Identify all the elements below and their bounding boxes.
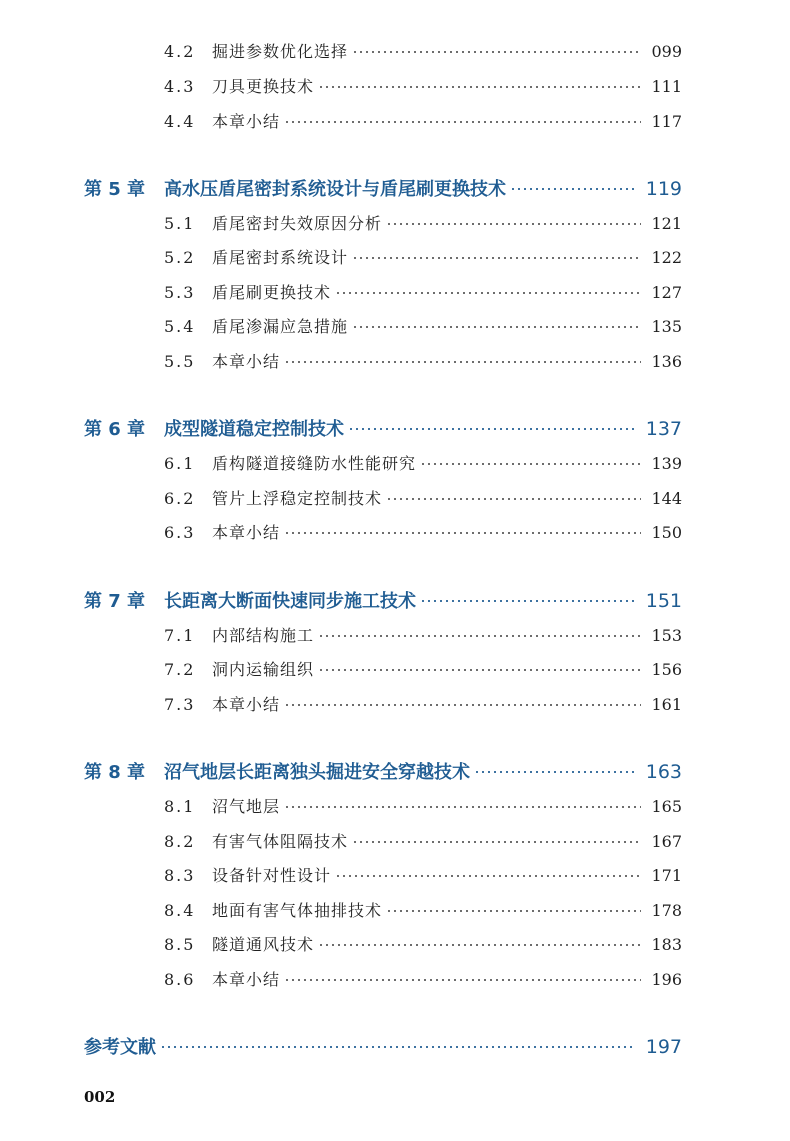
section-number: 6.2: [164, 489, 196, 508]
section-number: 5.3: [164, 283, 196, 302]
chapter-title: 长距离大断面快速同步施工技术: [164, 591, 416, 612]
page-number: 163: [645, 761, 682, 783]
section-title: 刀具更换技术: [212, 77, 315, 96]
toc-entry-5-2[interactable]: [164, 246, 682, 270]
leader-dots: [386, 910, 641, 912]
leader-dots: [510, 188, 636, 190]
leader-dots: [352, 51, 641, 53]
toc-entry-8-6[interactable]: [164, 968, 682, 992]
page-number: 122: [651, 248, 682, 267]
page-number: 183: [651, 935, 682, 954]
page-number: 135: [651, 317, 682, 336]
chapter-number: 第 6 章: [84, 419, 146, 440]
section-number: 4.4: [164, 112, 196, 131]
toc-entry-4-3[interactable]: [164, 75, 682, 99]
chapter-number: 第 5 章: [84, 179, 146, 200]
section-title: 盾尾密封失效原因分析: [212, 214, 383, 233]
toc-chapter-5[interactable]: [84, 175, 682, 203]
section-number: 5.2: [164, 248, 196, 267]
page-number: 161: [651, 695, 682, 714]
section-number: 8.3: [164, 866, 196, 885]
page-number: 178: [651, 901, 682, 920]
section-number: 7.1: [164, 626, 196, 645]
leader-dots: [474, 771, 636, 773]
toc-entry-5-5[interactable]: [164, 350, 682, 374]
toc-entry-7-1[interactable]: [164, 624, 682, 648]
leader-dots: [335, 292, 641, 294]
leader-dots: [284, 532, 641, 534]
section-title: 地面有害气体抽排技术: [212, 901, 383, 920]
toc-chapter-7[interactable]: [84, 587, 682, 615]
section-number: 8.4: [164, 901, 196, 920]
section-title: 掘进参数优化选择: [212, 42, 349, 61]
section-title: 内部结构施工: [212, 626, 315, 645]
section-title: 盾构隧道接缝防水性能研究: [212, 454, 417, 473]
page-number: 127: [651, 283, 682, 302]
chapter-title: 成型隧道稳定控制技术: [164, 419, 344, 440]
chapter-number: 第 7 章: [84, 591, 146, 612]
toc-entry-8-1[interactable]: [164, 795, 682, 819]
leader-dots: [420, 463, 641, 465]
leader-dots: [386, 223, 641, 225]
page-number: 119: [645, 178, 682, 200]
section-title: 本章小结: [212, 112, 281, 131]
toc-chapter-8[interactable]: [84, 758, 682, 786]
references-title: 参考文献: [84, 1037, 156, 1058]
chapter-number: 第 8 章: [84, 762, 146, 783]
leader-dots: [335, 875, 641, 877]
folio-page-number: 002: [84, 1088, 116, 1106]
section-title: 设备针对性设计: [212, 866, 332, 885]
section-title: 本章小结: [212, 970, 281, 989]
leader-dots: [284, 979, 641, 981]
section-title: 隧道通风技术: [212, 935, 315, 954]
page-number: 151: [645, 590, 682, 612]
page-number: 144: [651, 489, 682, 508]
page-number: 136: [651, 352, 682, 371]
section-number: 5.5: [164, 352, 196, 371]
toc-entry-8-4[interactable]: [164, 899, 682, 923]
section-title: 管片上浮稳定控制技术: [212, 489, 383, 508]
section-number: 8.2: [164, 832, 196, 851]
section-title: 盾尾密封系统设计: [212, 248, 349, 267]
toc-chapter-6[interactable]: [84, 415, 682, 443]
toc-entry-5-3[interactable]: [164, 281, 682, 305]
page-number: 137: [645, 418, 682, 440]
chapter-title: 高水压盾尾密封系统设计与盾尾刷更换技术: [164, 179, 506, 200]
page-number: 156: [651, 660, 682, 679]
page-number: 165: [651, 797, 682, 816]
leader-dots: [386, 498, 641, 500]
section-number: 4.2: [164, 42, 196, 61]
toc-entry-6-1[interactable]: [164, 452, 682, 476]
section-number: 6.1: [164, 454, 196, 473]
toc-entry-7-3[interactable]: [164, 693, 682, 717]
toc-entry-4-4[interactable]: [164, 110, 682, 134]
leader-dots: [284, 121, 641, 123]
toc-references[interactable]: [84, 1033, 682, 1061]
section-title: 本章小结: [212, 695, 281, 714]
page-number: 171: [651, 866, 682, 885]
section-title: 有害气体阻隔技术: [212, 832, 349, 851]
section-title: 沼气地层: [212, 797, 281, 816]
leader-dots: [318, 86, 641, 88]
leader-dots: [318, 635, 641, 637]
leader-dots: [284, 704, 641, 706]
section-number: 5.1: [164, 214, 196, 233]
section-number: 8.6: [164, 970, 196, 989]
page-number: 167: [651, 832, 682, 851]
section-number: 5.4: [164, 317, 196, 336]
leader-dots: [352, 841, 641, 843]
leader-dots: [318, 944, 641, 946]
toc-entry-4-2[interactable]: [164, 40, 682, 64]
section-number: 8.1: [164, 797, 196, 816]
toc-entry-5-4[interactable]: [164, 315, 682, 339]
page-number: 099: [651, 42, 682, 61]
page-number: 197: [645, 1036, 682, 1058]
page-number: 153: [651, 626, 682, 645]
leader-dots: [420, 600, 636, 602]
section-number: 6.3: [164, 523, 196, 542]
section-title: 盾尾渗漏应急措施: [212, 317, 349, 336]
chapter-title: 沼气地层长距离独头掘进安全穿越技术: [164, 762, 470, 783]
toc-entry-8-2[interactable]: [164, 830, 682, 854]
section-number: 8.5: [164, 935, 196, 954]
leader-dots: [318, 669, 641, 671]
page-number: 139: [651, 454, 682, 473]
section-title: 盾尾刷更换技术: [212, 283, 332, 302]
page-number: 196: [651, 970, 682, 989]
section-title: 本章小结: [212, 523, 281, 542]
leader-dots: [352, 257, 641, 259]
leader-dots: [284, 361, 641, 363]
leader-dots: [284, 806, 641, 808]
leader-dots: [352, 326, 641, 328]
page-number: 150: [651, 523, 682, 542]
toc-entry-8-5[interactable]: [164, 933, 682, 957]
page-number: 111: [651, 77, 682, 96]
leader-dots: [348, 428, 636, 430]
section-title: 洞内运输组织: [212, 660, 315, 679]
toc-entry-5-1[interactable]: [164, 212, 682, 236]
page-number: 117: [651, 112, 682, 131]
page-number: 121: [651, 214, 682, 233]
section-title: 本章小结: [212, 352, 281, 371]
section-number: 7.2: [164, 660, 196, 679]
leader-dots: [160, 1046, 636, 1048]
toc-entry-8-3[interactable]: [164, 864, 682, 888]
toc-entry-6-3[interactable]: [164, 521, 682, 545]
section-number: 4.3: [164, 77, 196, 96]
toc-entry-7-2[interactable]: [164, 658, 682, 682]
section-number: 7.3: [164, 695, 196, 714]
toc-entry-6-2[interactable]: [164, 487, 682, 511]
